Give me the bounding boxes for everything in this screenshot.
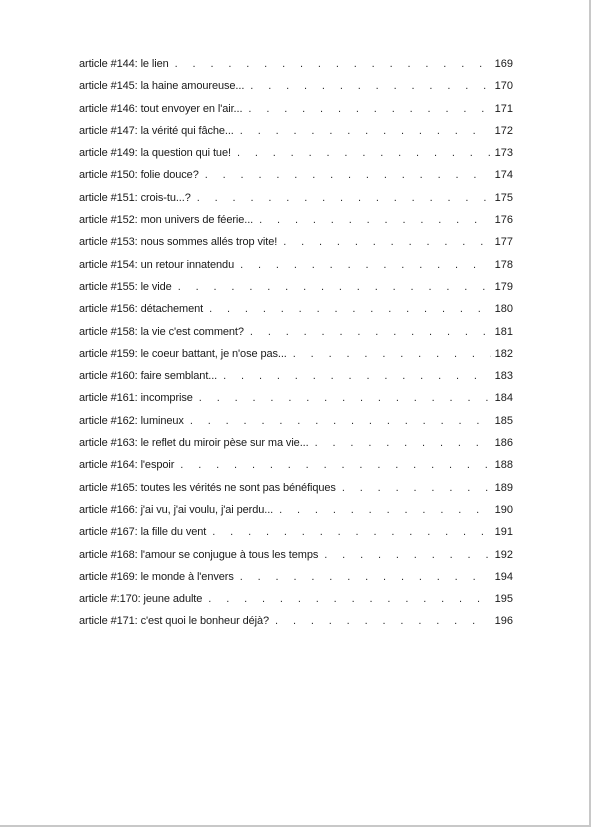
toc-entry xyxy=(79,343,513,365)
toc-entry-page-number: 184 xyxy=(494,392,513,405)
toc-entry-page-number: 192 xyxy=(494,548,513,561)
toc-leader-dots xyxy=(209,298,491,320)
toc-entry xyxy=(79,298,513,320)
toc-leader-dots xyxy=(178,276,491,298)
toc-leader-dots xyxy=(250,321,491,343)
toc-entry xyxy=(79,499,513,521)
toc-leader-dots xyxy=(259,209,491,231)
toc-entry xyxy=(79,231,513,253)
toc-entry xyxy=(79,432,513,454)
toc-entry-page-number: 172 xyxy=(494,124,513,137)
toc-entry-page-number: 173 xyxy=(494,147,513,160)
toc-entry-page-number: 183 xyxy=(494,370,513,383)
toc-entry-page-number: 174 xyxy=(494,169,513,182)
toc-entry-page-number: 179 xyxy=(494,280,513,293)
toc-entry-page-number: 191 xyxy=(494,526,513,539)
toc-entry-title: article #165: toutes les vérités ne sont pas bénéfiques xyxy=(79,481,336,494)
toc-entry-page-number: 186 xyxy=(494,437,513,450)
toc-entry-page-number: 185 xyxy=(494,414,513,427)
toc-entry-title: article #167: la fille du vent xyxy=(79,526,207,539)
toc-entry-title: article #169: le monde à l'envers xyxy=(79,570,234,583)
toc-entry xyxy=(79,321,513,343)
toc-entry xyxy=(79,75,513,97)
toc-entry-page-number: 180 xyxy=(494,303,513,316)
toc-leader-dots xyxy=(208,588,491,610)
toc-entry xyxy=(79,566,513,588)
toc-leader-dots xyxy=(342,477,491,499)
toc-entry xyxy=(79,610,513,632)
toc-entry-title: article #168: l'amour se conjugue à tous les temps xyxy=(79,548,319,561)
toc-entry-page-number: 189 xyxy=(494,481,513,494)
toc-leader-dots xyxy=(237,142,491,164)
toc-leader-dots xyxy=(190,410,491,432)
toc-entry-page-number: 169 xyxy=(494,58,513,70)
toc-entry-title: article #147: la vérité qui fâche... xyxy=(79,124,234,137)
toc-entry xyxy=(79,164,513,186)
toc-entry-title: article #145: la haine amoureuse... xyxy=(79,80,245,93)
toc-entry-title: article #164: l'espoir xyxy=(79,459,175,472)
toc-entry-title: article #163: le reflet du miroir pèse sur ma vie... xyxy=(79,437,309,450)
toc-leader-dots xyxy=(240,120,491,142)
toc-entry-page-number: 176 xyxy=(494,214,513,227)
toc-leader-dots xyxy=(240,254,491,276)
toc-entry xyxy=(79,209,513,231)
toc-entry-title: article #166: j'ai vu, j'ai voulu, j'ai perdu... xyxy=(79,503,274,516)
toc-entry-title: article #162: lumineux xyxy=(79,414,184,427)
toc-entry xyxy=(79,254,513,276)
toc-entry-title: article #152: mon univers de féerie... xyxy=(79,214,254,227)
toc-entry xyxy=(79,276,513,298)
toc-entry xyxy=(79,98,513,120)
toc-entry xyxy=(79,521,513,543)
toc-leader-dots xyxy=(315,432,491,454)
toc-entry-page-number: 195 xyxy=(494,593,513,606)
toc-entry-title: article #171: c'est quoi le bonheur déjà? xyxy=(79,615,270,628)
toc-entry-page-number: 182 xyxy=(494,347,513,360)
toc-entry-title: article #159: le coeur battant, je n'ose pas... xyxy=(79,347,287,360)
toc-leader-dots xyxy=(180,454,491,476)
toc-entry-title: article #160: faire semblant... xyxy=(79,370,218,383)
toc-leader-dots xyxy=(223,365,491,387)
toc-entry xyxy=(79,588,513,610)
toc-entry-title: article #158: la vie c'est comment? xyxy=(79,325,244,338)
toc-leader-dots xyxy=(283,231,491,253)
toc-leader-dots xyxy=(175,53,491,75)
toc-entry xyxy=(79,477,513,499)
toc-entry-page-number: 178 xyxy=(494,258,513,271)
toc-leader-dots xyxy=(205,164,491,186)
toc-leader-dots xyxy=(293,343,491,365)
toc-leader-dots xyxy=(275,610,491,632)
toc-entry-page-number: 170 xyxy=(494,80,513,93)
toc-entry-title: article #:170: jeune adulte xyxy=(79,593,203,606)
toc-entry xyxy=(79,53,513,75)
toc-entry-title: article #146: tout envoyer en l'air... xyxy=(79,102,243,115)
toc-entry xyxy=(79,365,513,387)
toc-entry xyxy=(79,120,513,142)
toc-leader-dots xyxy=(199,387,491,409)
toc-entry-page-number: 190 xyxy=(494,503,513,516)
toc-entry-page-number: 196 xyxy=(494,615,513,628)
toc-entry-title: article #154: un retour innatendu xyxy=(79,258,235,271)
toc-entry-page-number: 188 xyxy=(494,459,513,472)
toc-entry-page-number: 175 xyxy=(494,191,513,204)
toc-leader-dots xyxy=(240,566,491,588)
toc-leader-dots xyxy=(250,75,491,97)
toc-leader-dots xyxy=(279,499,491,521)
toc-leader-dots xyxy=(197,187,491,209)
toc-entry-title: article #151: crois-tu...? xyxy=(79,191,191,204)
toc-entry xyxy=(79,142,513,164)
toc-entry-title: article #156: détachement xyxy=(79,303,204,316)
toc-entry-title: article #149: la question qui tue! xyxy=(79,147,231,160)
toc-entry-title: article #144: le lien xyxy=(79,58,169,70)
toc-entry xyxy=(79,387,513,409)
toc-leader-dots xyxy=(324,544,491,566)
toc-leader-dots xyxy=(248,98,491,120)
toc-entry xyxy=(79,187,513,209)
toc-entry-page-number: 181 xyxy=(494,325,513,338)
toc-entry-title: article #150: folie douce? xyxy=(79,169,199,182)
toc-entry xyxy=(79,544,513,566)
toc-entry-page-number: 171 xyxy=(494,102,513,115)
toc-entry xyxy=(79,454,513,476)
toc-entry-title: article #161: incomprise xyxy=(79,392,193,405)
toc-leader-dots xyxy=(212,521,491,543)
toc-entry-title: article #153: nous sommes allés trop vite! xyxy=(79,236,278,249)
toc-entry-page-number: 194 xyxy=(494,570,513,583)
toc-entry-page-number: 177 xyxy=(494,236,513,249)
toc-entry-title: article #155: le vide xyxy=(79,280,172,293)
table-of-contents xyxy=(79,53,513,633)
toc-entry xyxy=(79,410,513,432)
